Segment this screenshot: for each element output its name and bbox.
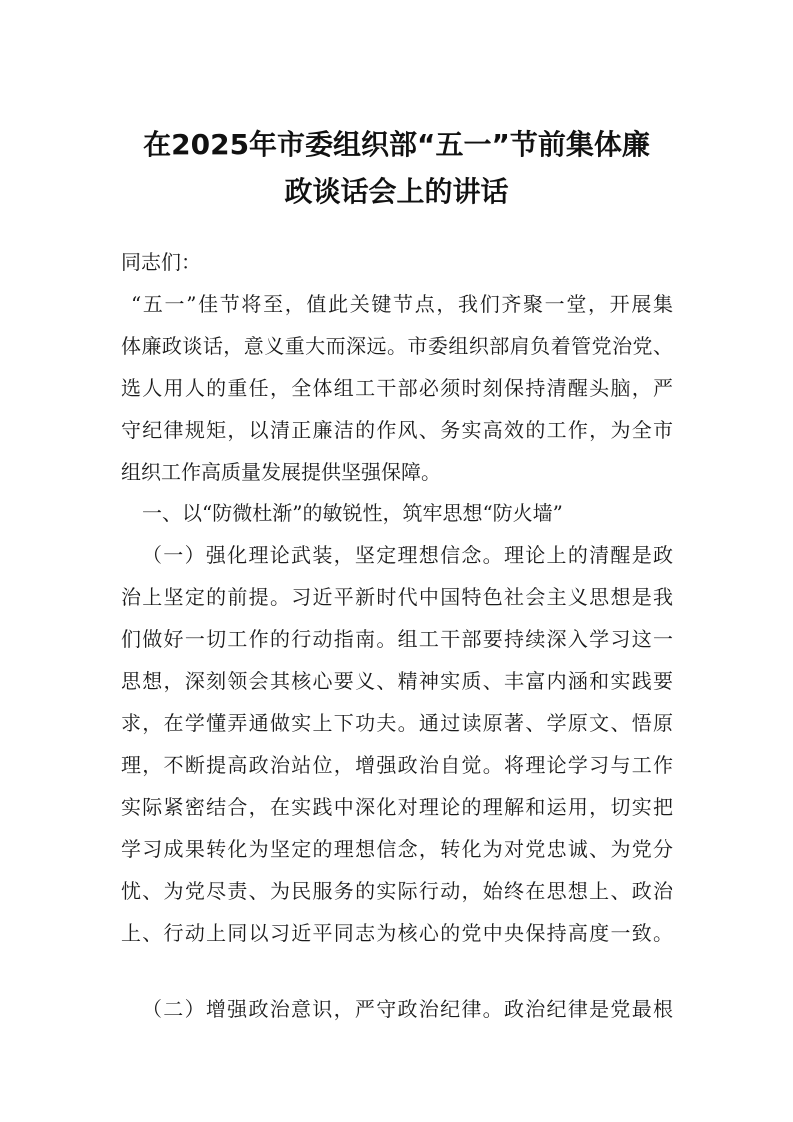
paragraph-line: 组织工作高质量发展提供坚强保障。: [121, 460, 441, 484]
paragraph-line: 们做好一切工作的行动指南。组工干部要持续深入学习这一: [121, 627, 673, 651]
document-title-line-2: 政谈话会上的讲话: [284, 175, 509, 208]
paragraph-line: 思想，深刻领会其核心要义、精神实质、丰富内涵和实践要: [121, 669, 673, 693]
paragraph-line: 学习成果转化为坚定的理想信念，转化为对党忠诚、为党分: [121, 837, 673, 861]
paragraph-line: 求，在学懂弄通做实上下功夫。通过读原著、学原文、悟原: [121, 711, 673, 735]
paragraph-line: 忧、为党尽责、为民服务的实际行动，始终在思想上、政治: [121, 879, 673, 903]
paragraph-line: （一）强化理论武装，坚定理想信念。理论上的清醒是政: [142, 543, 673, 567]
section-heading: 一、以“防微杜渐”的敏锐性，筑牢思想“防火墙”: [142, 501, 563, 525]
paragraph-line: 理，不断提高政治站位，增强政治自觉。将理论学习与工作: [121, 753, 673, 777]
document-title-line-1: 在2025年市委组织部“五一”节前集体廉: [143, 128, 650, 161]
paragraph-line: 上、行动上同以习近平同志为核心的党中央保持高度一致。: [121, 921, 673, 945]
paragraph-line: 治上坚定的前提。习近平新时代中国特色社会主义思想是我: [121, 585, 673, 609]
paragraph-line: “五一”佳节将至，值此关键节点，我们齐聚一堂，开展集: [131, 292, 673, 316]
paragraph-line: 守纪律规矩，以清正廉洁的作风、务实高效的工作，为全市: [121, 418, 673, 442]
salutation: 同志们：: [121, 250, 201, 274]
paragraph-line: 实际紧密结合，在实践中深化对理论的理解和运用，切实把: [121, 795, 673, 819]
paragraph-line: 选人用人的重任，全体组工干部必须时刻保持清醒头脑，严: [121, 376, 673, 400]
paragraph-line: （二）增强政治意识，严守政治纪律。政治纪律是党最根: [142, 997, 673, 1021]
paragraph-line: 体廉政谈话，意义重大而深远。市委组织部肩负着管党治党、: [121, 334, 673, 358]
